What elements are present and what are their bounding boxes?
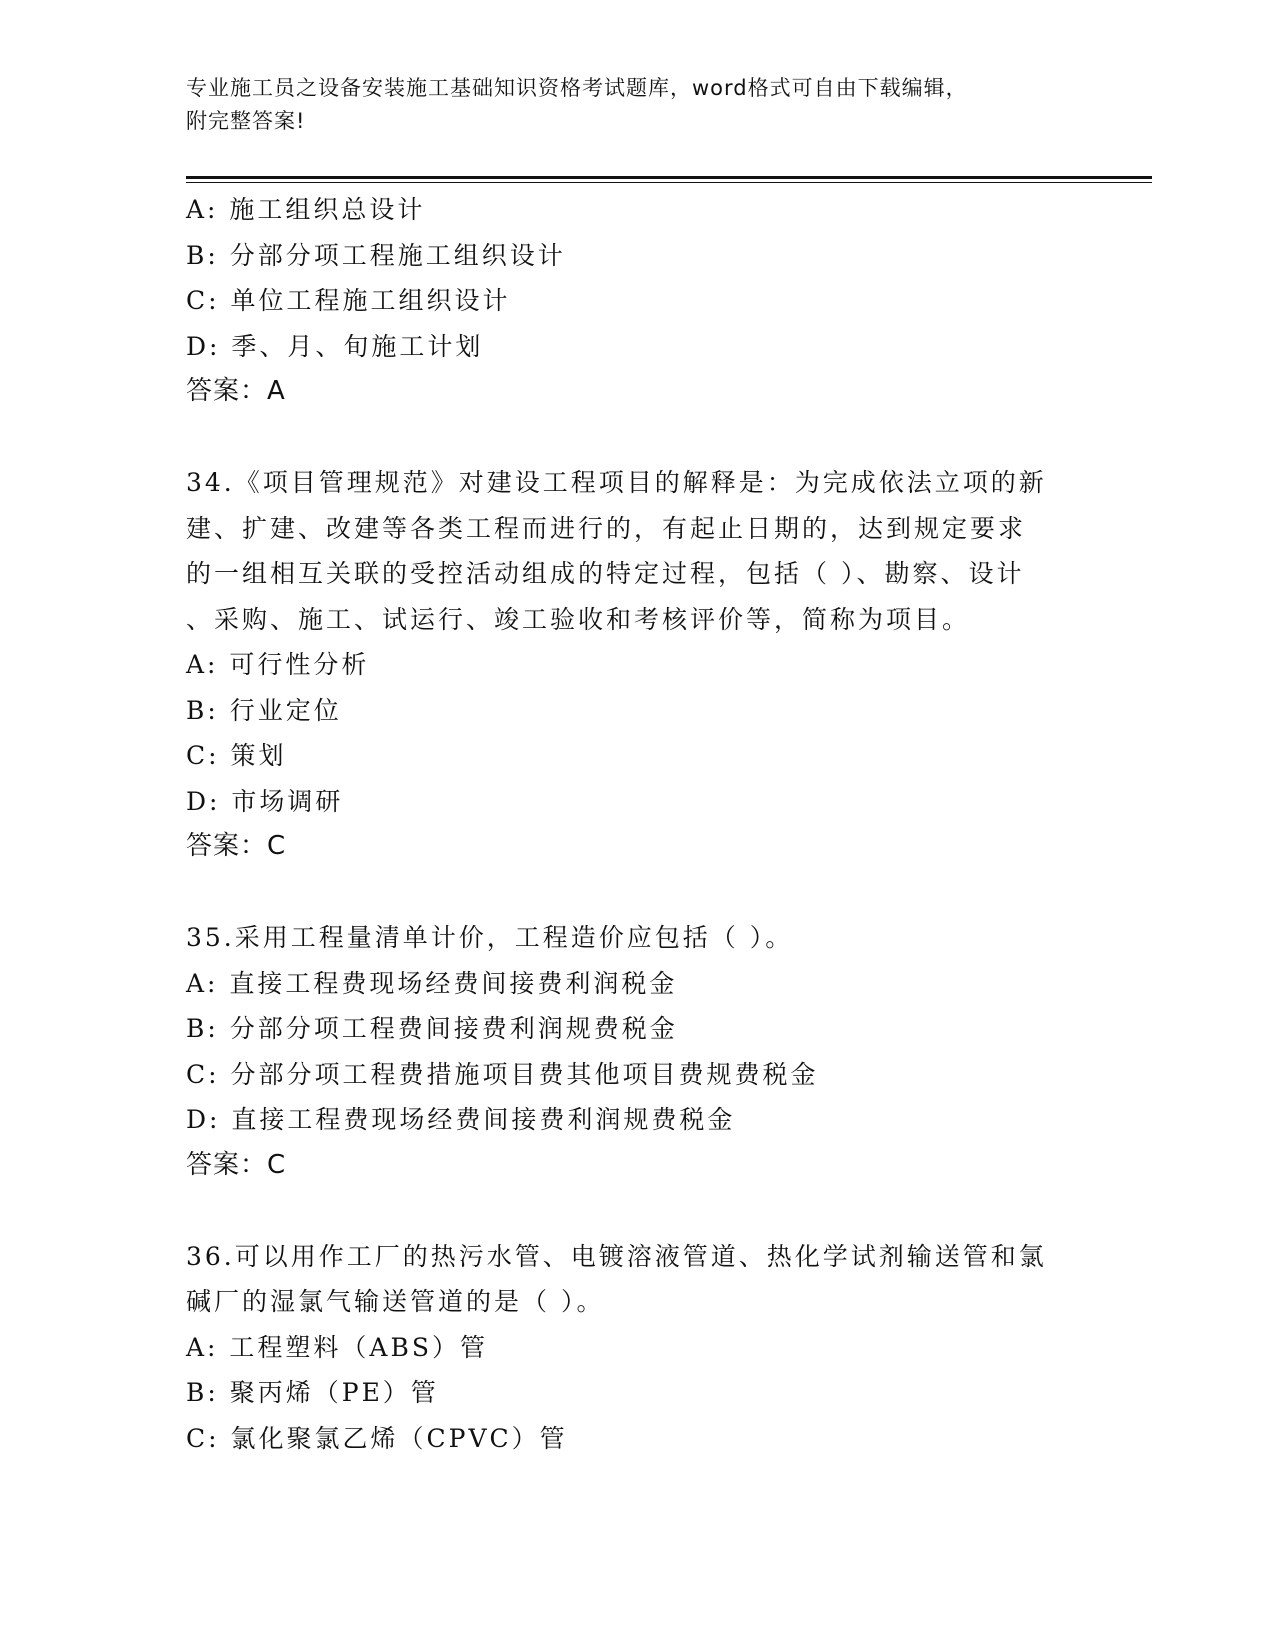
q33-option-d: D: 季、月、旬施工计划 xyxy=(186,331,484,361)
q36-option-b: B: 聚丙烯（PE）管 xyxy=(186,1378,439,1407)
q34-stem-line-4: 、采购、施工、试运行、竣工验收和考核评价等，简称为项目。 xyxy=(186,604,971,634)
document-header xyxy=(186,72,1086,138)
header-line-2: 附完整答案! xyxy=(186,109,306,133)
spacer xyxy=(186,870,1106,916)
question-list xyxy=(186,187,1106,1461)
question-33-block xyxy=(186,187,1106,415)
q34-option-d: D: 市场调研 xyxy=(186,786,344,816)
q34-stem-line-1: 34.《项目管理规范》对建设工程项目的解释是：为完成依法立项的新 xyxy=(186,468,1047,497)
question-36-block xyxy=(186,1234,1106,1462)
q35-option-d: D: 直接工程费现场经费间接费利润规费税金 xyxy=(186,1105,736,1134)
q34-stem-line-3: 的一组相互关联的受控活动组成的特定过程，包括（ ）、勘察、设计 xyxy=(186,559,1025,588)
q35-stem-line-1: 35.采用工程量清单计价，工程造价应包括（ ）。 xyxy=(186,923,794,952)
q34-stem-line-2: 建、扩建、改建等各类工程而进行的，有起止日期的，达到规定要求 xyxy=(186,513,1027,543)
q34-option-c: C: 策划 xyxy=(186,741,287,770)
q34-answer: 答案：C xyxy=(186,831,287,861)
q35-option-b: B: 分部分项工程费间接费利润规费税金 xyxy=(186,1014,678,1043)
question-34-block xyxy=(186,460,1106,870)
q34-option-a: A: 可行性分析 xyxy=(186,650,370,679)
q35-option-a: A: 直接工程费现场经费间接费利润税金 xyxy=(186,968,678,998)
q33-answer: 答案：A xyxy=(186,376,286,406)
q33-option-a: A: 施工组织总设计 xyxy=(186,195,426,224)
q34-option-b: B: 行业定位 xyxy=(186,695,342,725)
q35-option-c: C: 分部分项工程费措施项目费其他项目费规费税金 xyxy=(186,1059,819,1089)
q36-stem-line-1: 36.可以用作工厂的热污水管、电镀溶液管道、热化学试剂输送管和氯 xyxy=(186,1241,1047,1271)
q33-option-c: C: 单位工程施工组织设计 xyxy=(186,286,511,315)
q36-option-c: C: 氯化聚氯乙烯（CPVC）管 xyxy=(186,1423,568,1453)
header-line-1: 专业施工员之设备安装施工基础知识资格考试题库，word格式可自由下载编辑， xyxy=(186,76,968,100)
q35-answer: 答案：C xyxy=(186,1149,287,1180)
question-35-block xyxy=(186,915,1106,1188)
q36-option-a: A: 工程塑料（ABS）管 xyxy=(186,1332,488,1362)
spacer xyxy=(186,1188,1106,1234)
header-divider-thick xyxy=(186,176,1152,179)
q36-stem-line-2: 碱厂的湿氯气输送管道的是（ ）。 xyxy=(186,1287,605,1316)
q33-option-b: B: 分部分项工程施工组织设计 xyxy=(186,240,566,270)
spacer xyxy=(186,415,1106,461)
header-divider-thin xyxy=(186,182,1152,183)
